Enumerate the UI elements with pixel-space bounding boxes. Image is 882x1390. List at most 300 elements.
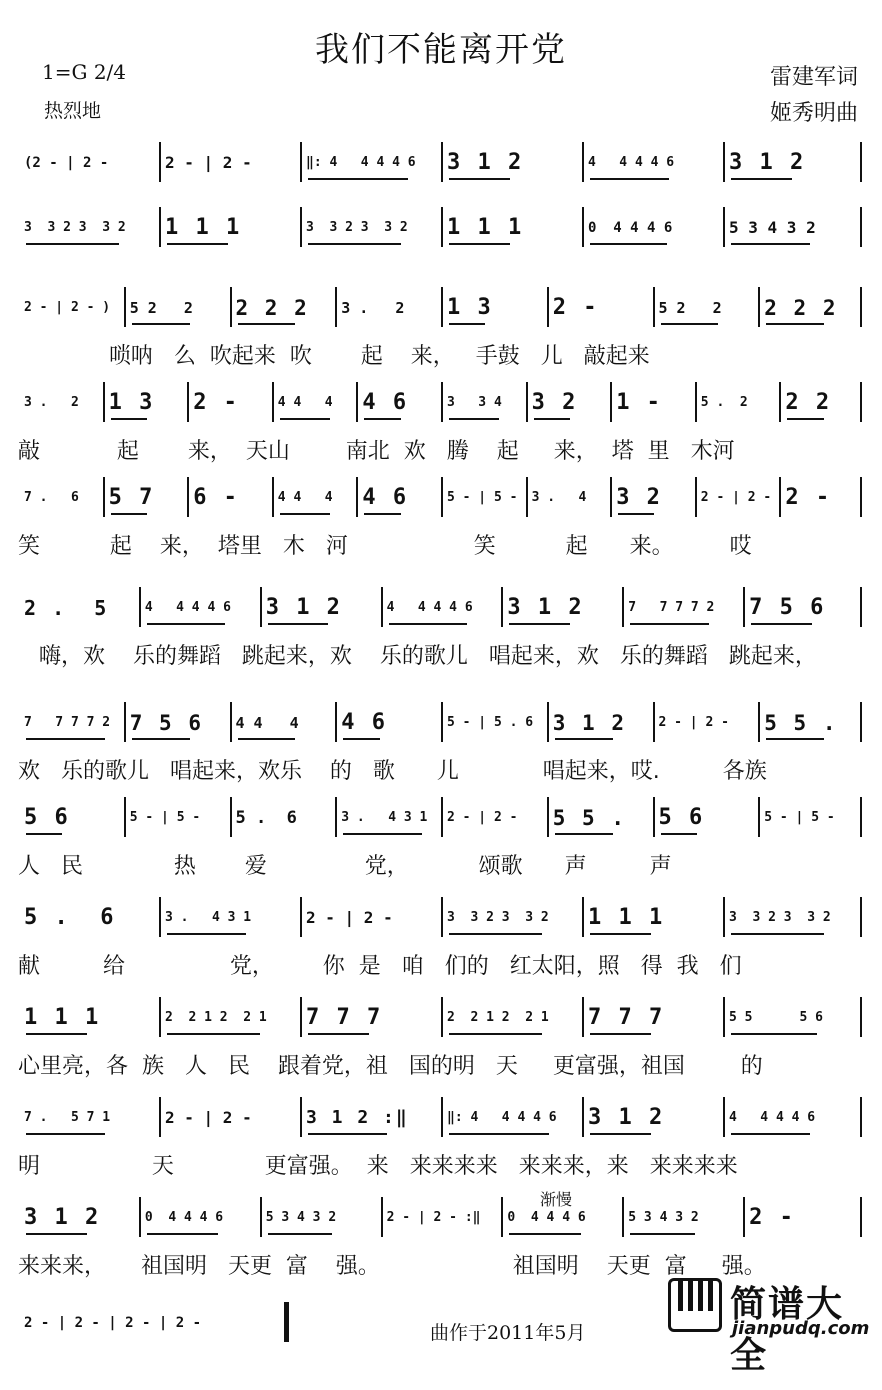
bar-line	[610, 477, 612, 517]
measure	[306, 207, 437, 247]
measure	[24, 1197, 135, 1237]
beam-line	[308, 1133, 387, 1135]
measure-notes: 3 1 2	[588, 1105, 665, 1130]
measure	[764, 702, 860, 742]
bar-line	[441, 477, 443, 517]
measure-notes: 4 6	[362, 390, 409, 415]
measure-notes: 5 2 2	[658, 299, 722, 317]
beam-line	[167, 933, 246, 935]
score-system	[18, 895, 864, 985]
beam-line	[280, 513, 330, 515]
bar-line	[653, 287, 655, 327]
measure	[701, 477, 776, 517]
measure-notes: 3 2	[531, 390, 578, 415]
measure	[701, 382, 776, 422]
measure-notes: 2 2 1 2 2 1	[447, 1010, 549, 1025]
measure-notes: 3 3 2 3 3 2	[24, 220, 126, 235]
beam-line	[555, 738, 613, 740]
measure-notes: 2 - | 2 - )	[24, 300, 111, 315]
beam-line	[731, 178, 792, 180]
notation-line	[18, 585, 864, 631]
bar-line	[272, 477, 274, 517]
measure	[362, 477, 437, 517]
beam-line	[751, 623, 812, 625]
measure	[236, 797, 332, 837]
measure	[24, 287, 120, 327]
measure-notes: 5 - | 5 -	[129, 810, 201, 825]
bar-line	[124, 797, 126, 837]
bar-line	[159, 897, 161, 937]
bar-line	[758, 797, 760, 837]
bar-line	[723, 997, 725, 1037]
measure	[24, 142, 155, 182]
measure	[507, 587, 618, 627]
notation-line	[18, 795, 864, 841]
composition-date: 曲作于2011年5月	[430, 1322, 586, 1344]
measure-notes: 5 - | 5 -	[764, 810, 835, 825]
measure-notes: 2 - | 2 -	[447, 810, 518, 825]
beam-line	[389, 623, 468, 625]
measure-notes: 7 5 6	[129, 711, 203, 735]
bar-line	[441, 207, 443, 247]
measure	[447, 477, 522, 517]
beam-line	[630, 1233, 694, 1235]
beam-line	[308, 1033, 369, 1035]
measure-notes: 2 - | 2 -	[658, 715, 729, 730]
bar-line	[441, 797, 443, 837]
measure-notes: 7 7 7	[306, 1005, 383, 1030]
measure-notes: 2 - | 2 - | 2 - | 2 -	[24, 1315, 202, 1331]
bar-line	[381, 587, 383, 627]
beam-line	[509, 623, 570, 625]
beam-line	[590, 1133, 651, 1135]
measure	[628, 587, 739, 627]
measure	[729, 142, 860, 182]
measure-notes: 3 . 4 3 1	[341, 810, 428, 825]
measure-notes: ‖: 4 4 4 4 6	[306, 155, 416, 170]
beam-line	[590, 243, 667, 245]
measure-notes: 2 -	[785, 485, 832, 510]
measure-notes: 3 3 2 3 3 2	[306, 220, 408, 235]
score-system	[18, 380, 864, 470]
measure-notes: 5 5 5 6	[729, 1010, 823, 1025]
bar-line	[159, 1097, 161, 1137]
bar-line	[230, 287, 232, 327]
measure-notes: 5 6	[24, 805, 70, 830]
measure-notes: 3 . 2	[341, 299, 405, 317]
bar-line	[272, 382, 274, 422]
bar-line	[695, 382, 697, 422]
measure-notes: 0 4 4 4 6	[507, 1210, 586, 1225]
measure-notes: 0 4 4 4 6	[588, 220, 673, 236]
bar-line	[356, 382, 358, 422]
measure-notes: 2 - | 2 -	[306, 908, 393, 927]
notation-line	[18, 700, 864, 746]
measure	[278, 477, 353, 517]
measure-notes: 5 3 4 3 2	[628, 1210, 699, 1225]
lyrics-line: 欢 乐的歌儿 唱起来，欢乐 的 歌 儿 唱起来，哎. 各族	[18, 759, 767, 784]
bar-line	[124, 702, 126, 742]
measure-notes: 3 . 4 3 1	[165, 910, 252, 925]
measure-notes: 1 3	[108, 390, 155, 415]
measure	[236, 287, 332, 327]
bar-line	[124, 287, 126, 327]
bar-line	[723, 207, 725, 247]
key-signature: 1=G 2/4	[42, 60, 127, 84]
measure	[341, 797, 437, 837]
measure-notes: 5 2 2	[129, 299, 193, 317]
beam-line	[731, 1033, 817, 1035]
bar-line	[230, 702, 232, 742]
beam-line	[147, 623, 226, 625]
bar-line	[779, 477, 781, 517]
bar-line	[860, 1197, 862, 1237]
measure	[278, 382, 353, 422]
measure	[553, 797, 649, 837]
measure-notes: 4 4 4	[277, 395, 333, 410]
score-system	[18, 1095, 864, 1185]
measure-notes: 2 - | 2 -	[165, 1108, 252, 1127]
bar-line	[860, 702, 862, 742]
score-system	[18, 995, 864, 1085]
lyricist-credit: 雷建军词	[769, 65, 858, 90]
measure	[447, 207, 578, 247]
measure	[341, 702, 437, 742]
measure	[729, 897, 860, 937]
measure	[306, 142, 437, 182]
beam-line	[343, 738, 379, 740]
measure-notes: 5 5 .	[552, 806, 626, 830]
measure-notes: 2 2	[785, 390, 832, 415]
bar-line	[743, 1197, 745, 1237]
measure-notes: 5 5 .	[764, 711, 838, 735]
beam-line	[26, 1133, 105, 1135]
bar-line	[860, 997, 862, 1037]
measure-notes: 2 - | 2 -	[700, 490, 772, 505]
measure-notes: 4 4 4	[235, 714, 299, 732]
measure-notes: 1 1 1	[24, 1005, 101, 1030]
bar-line	[441, 1097, 443, 1137]
bar-line	[860, 207, 862, 247]
beam-line	[364, 418, 400, 420]
beam-line	[590, 178, 669, 180]
measure-notes: 5 . 2	[700, 395, 748, 410]
bar-line	[335, 797, 337, 837]
score-system	[18, 700, 864, 790]
measure-notes: 7 . 5 7 1	[24, 1110, 111, 1125]
beam-line	[661, 323, 719, 325]
beam-line	[343, 833, 422, 835]
beam-line	[449, 933, 542, 935]
lyrics-line: 敲 起 来， 天山 南北 欢 腾 起 来， 塔 里 木河	[18, 439, 735, 464]
measure-notes: (2 - | 2 -	[24, 155, 109, 171]
beam-line	[449, 243, 510, 245]
notation-line	[18, 205, 864, 251]
bar-line	[723, 1097, 725, 1137]
measure	[266, 1197, 377, 1237]
measure-notes: 5 - | 5 . 6	[447, 715, 534, 730]
score-system	[18, 795, 864, 885]
measure-notes: 1 3	[447, 295, 493, 320]
measure-notes: 2 2 2	[235, 296, 309, 320]
measure-notes: 5 . 6	[24, 905, 116, 930]
measure	[165, 897, 296, 937]
measure	[130, 797, 226, 837]
beam-line	[238, 323, 296, 325]
measure	[447, 897, 578, 937]
bar-line	[622, 587, 624, 627]
bar-line	[441, 382, 443, 422]
bar-line	[501, 587, 503, 627]
bar-line	[743, 587, 745, 627]
measure	[785, 477, 860, 517]
measure	[659, 287, 755, 327]
measure	[553, 287, 649, 327]
measure	[616, 477, 691, 517]
measure	[24, 997, 155, 1037]
measure-notes: 1 1 1	[588, 905, 665, 930]
bar-line	[300, 897, 302, 937]
lyrics-line: 人 民 热 爱 党， 颂歌 声 声	[18, 854, 672, 879]
measure	[306, 997, 437, 1037]
bar-line	[187, 382, 189, 422]
beam-line	[147, 1233, 219, 1235]
measure	[236, 702, 332, 742]
measure-notes: 7 7 7 7 2	[24, 715, 111, 730]
measure	[764, 287, 860, 327]
bar-line	[159, 142, 161, 182]
measure-notes: 3 3 2 3 3 2	[447, 910, 549, 925]
bar-line	[622, 1197, 624, 1237]
beam-line	[308, 243, 401, 245]
bar-line	[139, 1197, 141, 1237]
measure-notes: 5 6	[658, 805, 705, 830]
measure-notes: 4 4 4 4 6	[588, 155, 675, 170]
measure	[447, 142, 578, 182]
measure	[447, 797, 543, 837]
measure-notes: 5 7	[108, 485, 155, 510]
notation-line	[18, 995, 864, 1041]
bar-line	[381, 1197, 383, 1237]
measure	[628, 1197, 739, 1237]
beam-line	[268, 623, 329, 625]
lyrics-line: 心里亮，各 族 人 民 跟着党，祖 国的明 天 更富强，祖国 的	[18, 1054, 763, 1079]
bar-line	[723, 897, 725, 937]
measure	[588, 997, 719, 1037]
measure-notes: 2 . 5	[24, 596, 109, 620]
bar-line	[260, 1197, 262, 1237]
notation-line	[18, 1095, 864, 1141]
beam-line	[534, 418, 570, 420]
measure	[24, 207, 155, 247]
measure-notes: 5 . 6	[235, 808, 297, 828]
site-logo[interactable]	[668, 1278, 878, 1376]
measure	[165, 1097, 296, 1137]
measure-notes: 2 - | 2 - :‖	[386, 1210, 481, 1225]
bar-line	[547, 287, 549, 327]
measure	[588, 207, 719, 247]
measure	[447, 382, 522, 422]
beam-line	[26, 1233, 87, 1235]
beam-line	[111, 418, 147, 420]
measure-notes: 5 3 4 3 2	[265, 1210, 337, 1225]
beam-line	[766, 323, 824, 325]
beam-line	[449, 1033, 542, 1035]
measure-notes: 5 3 4 3 2	[729, 218, 816, 237]
bar-line	[260, 587, 262, 627]
lyrics-line: 献 给 党， 你 是 咱 们的 红太阳，照 得 我 们	[18, 954, 742, 979]
measure-notes: 6 -	[193, 485, 239, 510]
measure-notes: 7 7 7	[588, 1005, 665, 1030]
lyrics-line: 嗨，欢 乐的舞蹈 跳起来，欢 乐的歌儿 唱起来，欢 乐的舞蹈 跳起来，	[18, 644, 817, 669]
beam-line	[509, 1233, 581, 1235]
bar-line	[860, 287, 862, 327]
bar-line	[103, 477, 105, 517]
measure-notes: 1 1 1	[165, 215, 242, 240]
measure	[447, 287, 543, 327]
measure	[165, 207, 296, 247]
measure	[145, 587, 256, 627]
bar-line	[547, 797, 549, 837]
beam-line	[555, 833, 613, 835]
bar-line	[860, 797, 862, 837]
beam-line	[590, 1033, 651, 1035]
measure-notes: 5 - | 5 -	[447, 490, 518, 505]
piano-keys-icon	[668, 1278, 722, 1332]
measure	[193, 477, 268, 517]
measure	[749, 1197, 860, 1237]
bar-line	[335, 287, 337, 327]
beam-line	[26, 833, 62, 835]
bar-line	[103, 382, 105, 422]
beam-line	[111, 513, 147, 515]
measure	[24, 702, 120, 742]
measure-notes: 3 . 4	[531, 490, 587, 505]
measure	[193, 382, 268, 422]
score-system	[18, 205, 864, 295]
score-system	[18, 585, 864, 675]
measure	[165, 142, 296, 182]
bar-line	[335, 702, 337, 742]
beam-line	[661, 833, 697, 835]
measure-notes: 4 4 4 4 6	[729, 1110, 816, 1125]
bar-line	[723, 142, 725, 182]
bar-line	[139, 587, 141, 627]
bar-line	[159, 997, 161, 1037]
bar-line	[582, 142, 584, 182]
measure	[553, 702, 649, 742]
measure-notes: 2 -	[193, 390, 239, 415]
bar-line	[441, 142, 443, 182]
measure	[749, 587, 860, 627]
final-bar-line	[284, 1302, 289, 1342]
measure-notes: 7 5 6	[749, 595, 826, 620]
score-system	[18, 475, 864, 565]
measure-notes: 3 . 2	[24, 395, 79, 410]
bar-line	[860, 897, 862, 937]
notation-line	[18, 475, 864, 521]
measure-notes: 3 3 4	[447, 395, 502, 410]
bar-line	[582, 997, 584, 1037]
measure	[532, 382, 607, 422]
measure	[165, 997, 296, 1037]
measure	[785, 382, 860, 422]
measure	[341, 287, 437, 327]
beam-line	[308, 178, 408, 180]
measure-notes: ‖: 4 4 4 4 6	[447, 1110, 557, 1125]
beam-line	[132, 738, 190, 740]
measure	[588, 142, 719, 182]
measure-notes: 3 1 2	[447, 150, 524, 175]
measure-notes: 1 1 1	[447, 215, 524, 240]
measure	[588, 897, 719, 937]
logo-url: jianpudq.com	[732, 1318, 870, 1339]
bar-line	[441, 702, 443, 742]
measure-notes: 2 -	[552, 295, 599, 320]
logo-name: 简谱大全	[730, 1284, 845, 1376]
bar-line	[758, 702, 760, 742]
bar-line	[441, 897, 443, 937]
measure	[447, 997, 578, 1037]
beam-line	[731, 243, 810, 245]
bar-line	[582, 897, 584, 937]
bar-line	[610, 382, 612, 422]
bar-line	[758, 287, 760, 327]
measure	[729, 207, 860, 247]
beam-line	[26, 738, 105, 740]
beam-line	[280, 418, 330, 420]
beam-line	[449, 178, 510, 180]
tempo-marking: 热烈地	[44, 100, 102, 122]
page-title: 我们不能离开党	[315, 30, 567, 70]
composer-credit: 姬秀明曲	[769, 101, 858, 126]
beam-line	[787, 418, 823, 420]
beam-line	[167, 1033, 260, 1035]
measure	[447, 1097, 578, 1137]
measure-notes: 7 . 6	[24, 490, 79, 505]
lyrics-line: 来来来， 祖国明 天更 富 强。 祖国明 天更 富 强。	[18, 1254, 766, 1279]
bar-line	[159, 207, 161, 247]
measure	[729, 1097, 860, 1137]
beam-line	[26, 1033, 87, 1035]
notation-line	[18, 895, 864, 941]
beam-line	[132, 323, 190, 325]
measure	[24, 587, 135, 627]
beam-line	[449, 323, 485, 325]
measure	[387, 1197, 498, 1237]
tempo-change-mark: 渐慢	[540, 1190, 573, 1209]
beam-line	[26, 243, 119, 245]
measure-notes: 2 2 1 2 2 1	[165, 1010, 267, 1025]
beam-line	[364, 513, 400, 515]
beam-line	[449, 418, 499, 420]
measure-notes: 0 4 4 4 6	[144, 1210, 224, 1225]
lyrics-line: 唢呐 么 吹起来 吹 起 来， 手鼓 儿 敲起来	[18, 344, 650, 369]
measure-notes: 3 1 2	[552, 711, 626, 735]
measure-notes: 4 4 4 4 6	[144, 600, 231, 615]
notation-line	[18, 140, 864, 186]
bar-line	[547, 702, 549, 742]
measure	[24, 1302, 284, 1342]
measure	[387, 587, 498, 627]
measure-notes: 3 1 2 :‖	[306, 1107, 409, 1128]
measure-notes: 2 -	[749, 1205, 795, 1230]
bar-line	[441, 287, 443, 327]
notation-line	[18, 1195, 864, 1241]
bar-line	[230, 797, 232, 837]
notation-line	[18, 285, 864, 331]
measure	[109, 477, 184, 517]
